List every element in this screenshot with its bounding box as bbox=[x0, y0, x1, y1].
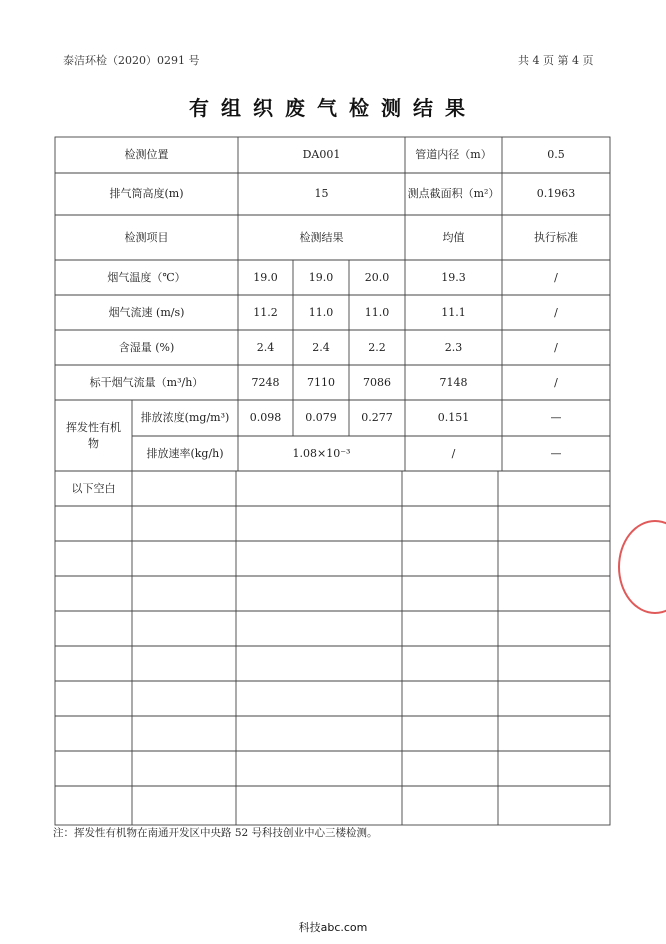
result-header: 检测结果 bbox=[299, 230, 344, 244]
voc-rate-value: 1.08×10⁻³ bbox=[292, 446, 351, 460]
section-area-label: 测点截面积（m²） bbox=[407, 187, 500, 201]
mean-value: 7148 bbox=[439, 375, 468, 389]
sample-value: 0.079 bbox=[305, 411, 337, 425]
standard-value: / bbox=[554, 270, 558, 284]
sample-value: 11.0 bbox=[364, 305, 390, 319]
standard-value: — bbox=[550, 446, 562, 460]
mean-value: 11.1 bbox=[441, 305, 466, 319]
standard-header: 执行标准 bbox=[534, 230, 578, 244]
page-title: 有组织废气检测结果 bbox=[189, 96, 477, 120]
report-number: 泰洁环检（2020）0291 号 bbox=[63, 54, 200, 67]
footnote: 注：挥发性有机物在南通开发区中央路 52 号科技创业中心三楼检测。 bbox=[53, 827, 378, 839]
location-label: 检测位置 bbox=[124, 148, 169, 162]
mean-value: 19.3 bbox=[441, 270, 466, 284]
pipe-diameter-label: 管道内径（m） bbox=[415, 148, 492, 162]
sample-value: 2.2 bbox=[368, 340, 386, 354]
standard-value: / bbox=[554, 340, 558, 354]
sample-value: 19.0 bbox=[308, 270, 334, 284]
mean-value: / bbox=[451, 446, 456, 460]
sample-value: 11.0 bbox=[308, 305, 334, 319]
sample-value: 19.0 bbox=[253, 270, 278, 284]
item-header: 检测项目 bbox=[124, 230, 169, 244]
row-label: 烟气温度（℃） bbox=[107, 270, 186, 284]
sample-value: 7110 bbox=[307, 375, 335, 389]
voc-rate-label: 排放速率(kg/h) bbox=[146, 446, 224, 460]
mean-value: 2.3 bbox=[444, 340, 463, 354]
sample-value: 0.277 bbox=[361, 411, 393, 425]
blank-note: 以下空白 bbox=[71, 481, 116, 495]
section-area-value: 0.1963 bbox=[536, 187, 576, 201]
sample-value: 2.4 bbox=[312, 340, 330, 354]
sample-value: 11.2 bbox=[253, 305, 278, 319]
location-value: DA001 bbox=[302, 148, 341, 162]
sample-value: 7086 bbox=[363, 375, 391, 389]
row-label: 含湿量 (%) bbox=[118, 340, 175, 354]
mean-value: 0.151 bbox=[437, 411, 470, 425]
seal-stamp bbox=[618, 520, 666, 614]
voc-conc-label: 排放浓度(mg/m³) bbox=[140, 411, 230, 425]
row-label: 标干烟气流量（m³/h） bbox=[89, 375, 204, 389]
sample-value: 7248 bbox=[251, 375, 280, 389]
watermark: 科技abc.com bbox=[298, 921, 368, 934]
standard-value: — bbox=[550, 411, 562, 425]
mean-header: 均值 bbox=[442, 230, 465, 244]
sample-value: 0.098 bbox=[249, 411, 282, 425]
standard-value: / bbox=[554, 305, 558, 319]
row-label: 烟气流速 (m/s) bbox=[108, 305, 185, 319]
standard-value: / bbox=[554, 375, 558, 389]
sample-value: 2.4 bbox=[256, 340, 275, 354]
stack-height-value: 15 bbox=[314, 187, 329, 201]
stack-height-label: 排气筒高度(m) bbox=[109, 187, 184, 201]
pipe-diameter-value: 0.5 bbox=[547, 148, 565, 162]
page-number: 共 4 页 第 4 页 bbox=[518, 54, 594, 67]
sample-value: 20.0 bbox=[364, 270, 390, 284]
voc-label: 挥发性有机物 bbox=[66, 420, 121, 450]
